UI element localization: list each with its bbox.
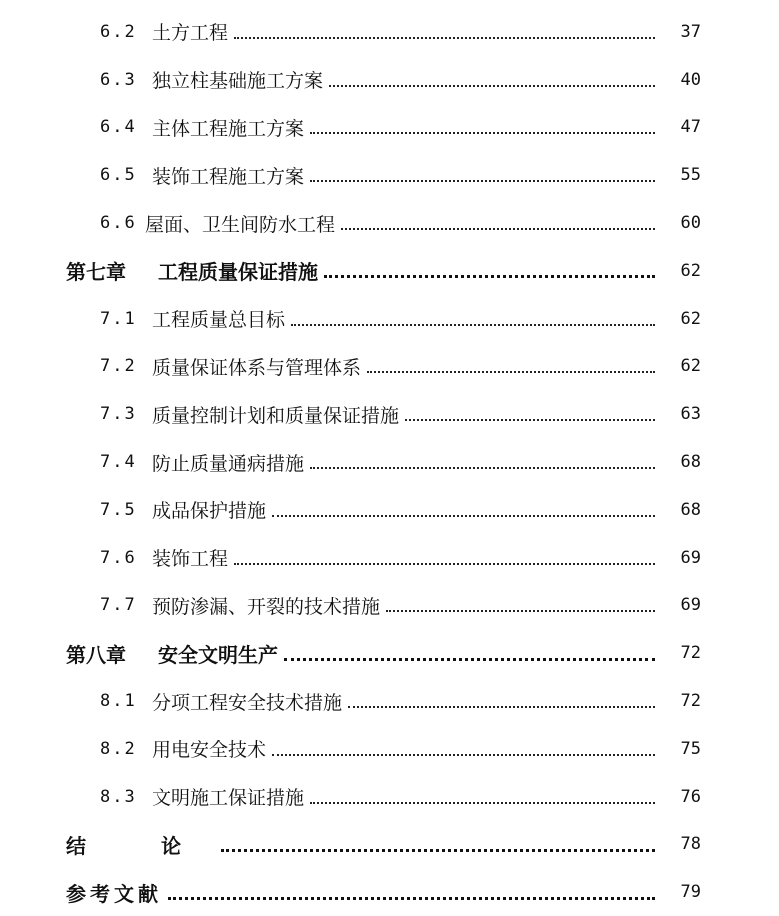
toc-references[interactable] [0,868,779,916]
page-number: 40 [680,69,701,90]
section-title: 土方工程 [152,22,229,45]
dot-leader [234,37,655,39]
section-title: 工程质量总目标 [152,309,286,332]
section-number: 7.5 [100,499,137,520]
page-number: 62 [680,308,701,329]
page-number: 72 [680,643,701,664]
section-number: 7.7 [100,595,137,616]
dot-leader [284,658,655,661]
toc-entry-7-6[interactable] [0,534,779,582]
page-number: 37 [680,21,701,42]
section-title: 装饰工程 [152,548,229,571]
section-number: 6.5 [100,165,137,186]
toc-entry-8-2[interactable] [0,725,779,773]
page-number: 62 [680,260,701,281]
section-title: 用电安全技术 [152,739,267,762]
dot-leader [310,802,655,804]
chapter-label: 第八章 [66,642,126,667]
chapter-title: 安全文明生产 [158,642,278,667]
page-number: 72 [680,691,701,712]
toc-chapter-7[interactable] [0,247,779,295]
section-number: 6.3 [100,69,137,90]
chapter-label: 第七章 [66,260,126,285]
section-title: 独立柱基础施工方案 [152,70,324,93]
toc-entry-7-7[interactable] [0,582,779,630]
dot-leader [272,515,655,517]
section-number: 6.6 [100,213,137,234]
section-number: 8.2 [100,738,137,759]
section-number: 6.4 [100,117,137,138]
dot-leader [291,324,655,326]
section-number: 7.4 [100,452,137,473]
page-number: 69 [680,547,701,568]
section-number: 7.3 [100,404,137,425]
section-number: 7.6 [100,547,137,568]
dot-leader [310,132,655,134]
section-title: 成品保护措施 [152,500,267,523]
table-of-contents [0,8,779,916]
toc-entry-6-5[interactable] [0,151,779,199]
dot-leader [341,228,655,230]
section-title: 质量保证体系与管理体系 [152,356,362,379]
section-title: 分项工程安全技术措施 [152,691,343,714]
toc-entry-6-3[interactable] [0,56,779,104]
dot-leader [329,85,655,87]
toc-entry-7-5[interactable] [0,486,779,534]
toc-conclusion[interactable] [0,821,779,869]
page-number: 47 [680,117,701,138]
section-title: 屋面、卫生间防水工程 [145,213,336,236]
section-title: 预防渗漏、开裂的技术措施 [152,595,381,618]
section-number: 6.2 [100,21,137,42]
page-number: 78 [680,834,701,855]
section-title: 防止质量通病措施 [152,452,305,475]
toc-entry-8-3[interactable] [0,773,779,821]
page-number: 79 [680,882,701,903]
toc-entry-8-1[interactable] [0,677,779,725]
page-number: 55 [680,165,701,186]
dot-leader [348,706,655,708]
section-number: 8.3 [100,786,137,807]
dot-leader [310,467,655,469]
toc-entry-6-6[interactable] [0,199,779,247]
page-number: 76 [680,786,701,807]
toc-entry-6-2[interactable] [0,8,779,56]
section-number: 8.1 [100,691,137,712]
section-title: 主体工程施工方案 [152,117,305,140]
section-title: 装饰工程施工方案 [152,165,305,188]
toc-entry-7-4[interactable] [0,438,779,486]
dot-leader [405,419,655,421]
section-title: 文明施工保证措施 [152,787,305,810]
dot-leader [367,371,655,373]
toc-entry-6-4[interactable] [0,104,779,152]
page-number: 63 [680,404,701,425]
dot-leader [168,897,655,900]
page-number: 75 [680,738,701,759]
page-number: 69 [680,595,701,616]
dot-leader [386,610,655,612]
dot-leader [324,275,655,278]
toc-entry-7-1[interactable] [0,295,779,343]
dot-leader [221,849,655,852]
dot-leader [272,754,655,756]
references-title: 参考文献 [66,881,162,906]
page-number: 68 [680,499,701,520]
section-number: 7.2 [100,356,137,377]
page-number: 62 [680,356,701,377]
page-number: 68 [680,452,701,473]
toc-entry-7-2[interactable] [0,343,779,391]
conclusion-title: 结 论 [66,833,215,858]
dot-leader [310,180,655,182]
section-title: 质量控制计划和质量保证措施 [152,404,400,427]
section-number: 7.1 [100,308,137,329]
page-number: 60 [680,213,701,234]
dot-leader [234,563,655,565]
toc-entry-7-3[interactable] [0,390,779,438]
chapter-title: 工程质量保证措施 [158,260,318,285]
toc-chapter-8[interactable] [0,629,779,677]
